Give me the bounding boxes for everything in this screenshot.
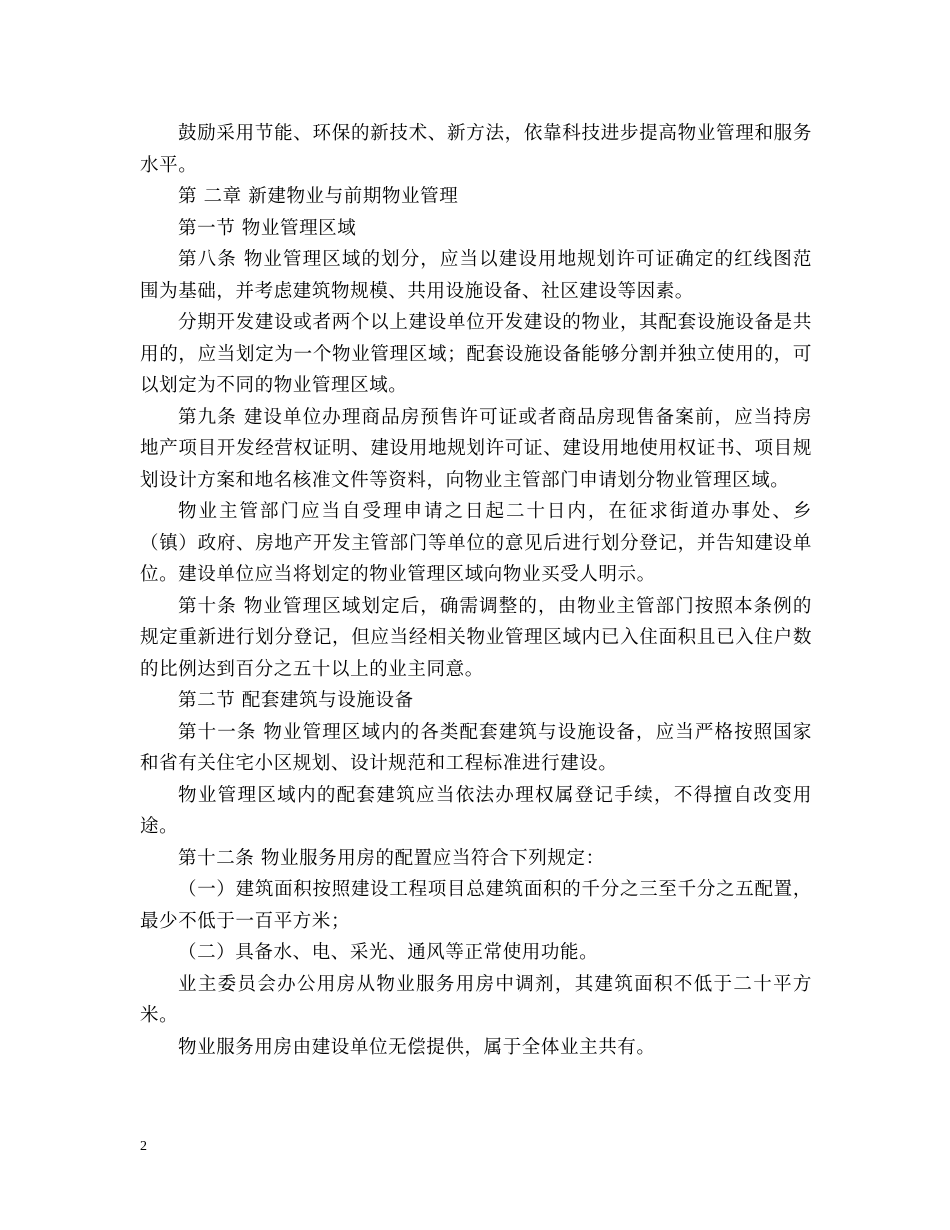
section-1-heading: 第一节 物业管理区域: [178, 217, 357, 239]
section-2-heading: 第二节 配套建筑与设施设备: [178, 690, 414, 711]
article-8: 第八条 物业管理区域的划分，应当以建设用地规划许可证确定的红线图范围为基础，并考虑建筑物规模、共用设施设备、社区建设等因素。: [140, 249, 812, 302]
article-9-paragraph-2: 物业主管部门应当自受理申请之日起二十日内，在征求街道办事处、乡（镇）政府、房地产开发主管部门等单位的意见后进行划分登记，并告知建设单位。建设单位应当将划定的物业管理区域向物业买受人明示。: [140, 501, 812, 585]
article-11: 第十一条 物业管理区域内的各类配套建筑与设施设备，应当严格按照国家和省有关住宅小区规划、设计规范和工程标准进行建设。: [140, 721, 812, 774]
article-8-paragraph-2: 分期开发建设或者两个以上建设单位开发建设的物业，其配套设施设备是共用的，应当划定为一个物业管理区域；配套设施设备能够分割并独立使用的，可以划定为不同的物业管理区域。: [140, 312, 812, 396]
article-9: 第九条 建设单位办理商品房预售许可证或者商品房现售备案前，应当持房地产项目开发经营权证明、建设用地规划许可证、建设用地使用权证书、项目规划设计方案和地名核准文件等资料，向物业主管部门申请划分物业管理区域。: [140, 406, 812, 491]
chapter-2-heading: 第 二章 新建物业与前期物业管理: [178, 186, 459, 207]
paragraph-encourage-technology: 鼓励采用节能、环保的新技术、新方法，依靠科技进步提高物业管理和服务水平。: [140, 123, 812, 176]
article-12: 第十二条 物业服务用房的配置应当符合下列规定：: [178, 847, 605, 869]
article-12-item-1: （一）建筑面积按照建设工程项目总建筑面积的千分之三至千分之五配置，最少不低于一百平方米；: [140, 879, 812, 932]
article-10: 第十条 物业管理区域划定后，确需调整的，由物业主管部门按照本条例的规定重新进行划分登记，但应当经相关物业管理区域内已入住面积且已入住户数的比例达到百分之五十以上的业主同意。: [140, 595, 812, 680]
document-body: [140, 118, 812, 1063]
page-number: 2: [140, 1139, 147, 1154]
article-11-paragraph-2: 物业管理区域内的配套建筑应当依法办理权属登记手续，不得擅自改变用途。: [140, 784, 812, 837]
article-12-paragraph-owners-committee: 业主委员会办公用房从物业服务用房中调剂，其建筑面积不低于二十平方米。: [140, 973, 812, 1026]
article-12-paragraph-ownership: 物业服务用房由建设单位无偿提供，属于全体业主共有。: [178, 1036, 656, 1058]
article-12-item-2: （二）具备水、电、采光、通风等正常使用功能。: [178, 942, 599, 963]
